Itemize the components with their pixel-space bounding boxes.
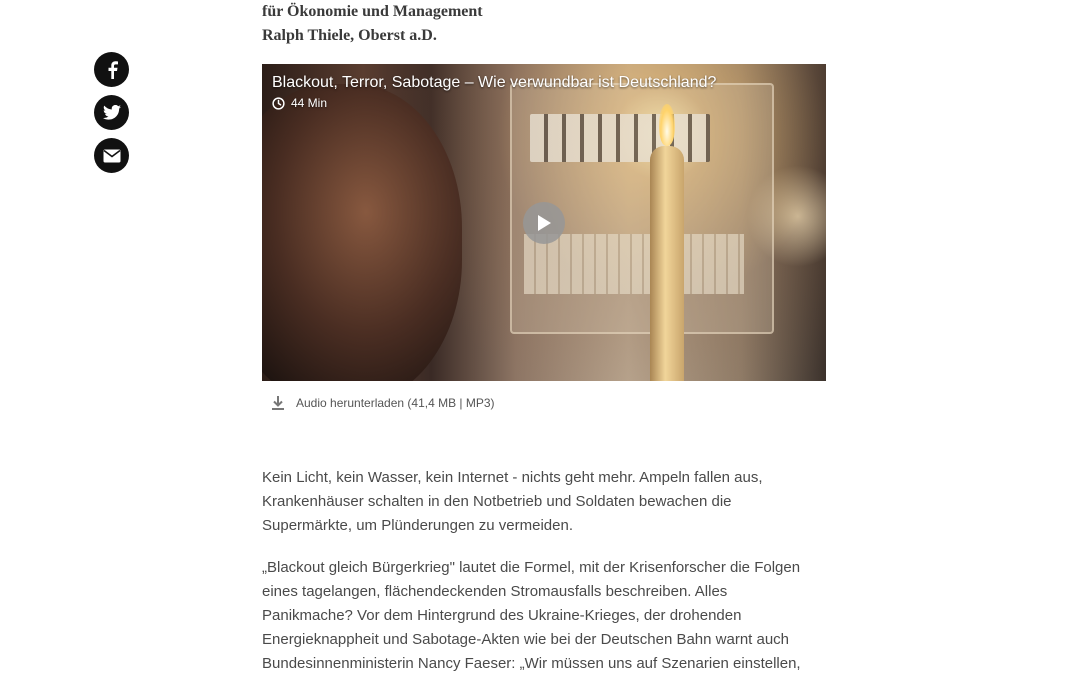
play-icon [536,214,552,232]
video-duration [272,96,327,110]
email-share-button[interactable] [94,138,129,173]
article-paragraph: Kein Licht, kein Wasser, kein Internet - nichts geht mehr. Ampeln fallen aus, Krankenhäuser schalten in den Notbetrieb und Soldaten bewachen die Supermärkte, um Plünderungen zu vermeiden. [262,469,763,534]
audio-download-link[interactable] [270,395,495,411]
download-icon [270,395,286,411]
byline-affiliation: für Ökonomie und Management [262,3,483,20]
share-bar [94,52,130,181]
article-paragraph: „Blackout gleich Bürgerkrieg" lautet die Formel, mit der Krisenforscher die Folgen eines tagelangen, flächendeckenden Stromausfalls beschreiben. Alles Panikmache? Vor dem Hintergrund des Ukraine-Krieges, der drohenden Energieknappheit und Sabotage-Akten wie bei der Deutschen Bahn warnt auch Bundesinnenministerin Nancy Faeser: „Wir müssen uns auf Szenarien einstellen, [262,559,801,672]
article-body [262,466,822,694]
video-scene-breakers-lower [524,234,744,294]
facebook-share-button[interactable] [94,52,129,87]
clock-icon [272,97,285,110]
video-duration-text: 44 Min [291,96,328,110]
audio-download-label: Audio herunterladen (41,4 MB | MP3) [296,396,495,410]
video-title: Blackout, Terror, Sabotage – Wie verwundbar ist Deutschland? [272,74,717,91]
twitter-share-button[interactable] [94,95,129,130]
author-byline [262,0,822,48]
video-player[interactable] [262,64,826,381]
byline-author: Ralph Thiele, Oberst a.D. [262,27,437,44]
video-scene-person [262,84,462,381]
play-button[interactable] [523,202,565,244]
facebook-icon [105,61,119,79]
video-scene-candle [650,146,684,381]
email-icon [103,149,121,163]
twitter-icon [103,105,121,120]
video-scene-flame [659,104,675,146]
